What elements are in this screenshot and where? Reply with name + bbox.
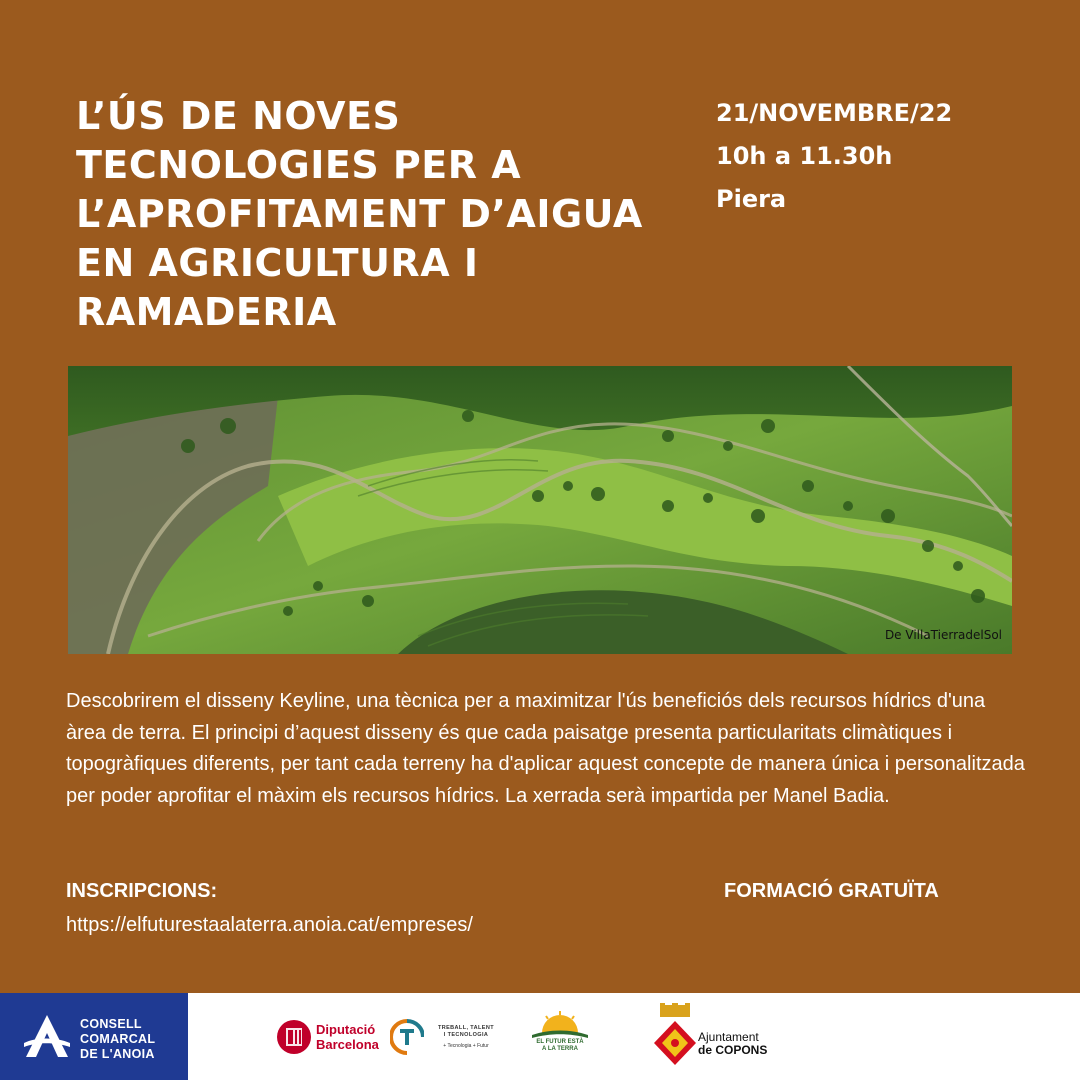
footer-logos bbox=[0, 993, 1080, 1080]
el-futur-esta-a-la-terra-logo bbox=[530, 1011, 590, 1052]
ttt-line: TREBALL, TALENT bbox=[437, 1025, 494, 1031]
title-line: L’APROFITAMENT D’AIGUA bbox=[76, 192, 643, 236]
copons-coat-of-arms-icon bbox=[652, 1003, 698, 1069]
ttt-emblem-icon bbox=[390, 1019, 424, 1055]
event-description: Descobrirem el disseny Keyline, una tècnica per a maximitzar l'ús beneficiós dels recursos hídrics d'una àrea de terra. El principi d’aquest disseny és que cada paisatge presenta particularitats climàtiques i topogràfiques diferents, per tant cada terreny ha d'aplicar aquest concepte de manera única i personalitzada per poder aprofitar el màxim els recursos hídrics. La xerrada serà impartida per Manel Badia. bbox=[66, 690, 1025, 807]
title-line: TECNOLOGIES PER A bbox=[76, 143, 522, 187]
consell-line: CONSELL bbox=[80, 1017, 142, 1031]
title-line: EN AGRICULTURA I bbox=[76, 241, 479, 285]
event-title bbox=[76, 92, 676, 337]
event-info bbox=[716, 92, 952, 221]
ttt-tagline: + Tecnologia + Futur bbox=[443, 1043, 489, 1049]
anoia-a-mark-icon bbox=[22, 1013, 72, 1059]
ajuntament-copons-logo bbox=[652, 1003, 768, 1074]
event-place: Piera bbox=[716, 185, 787, 213]
futur-line: A LA TERRA bbox=[542, 1046, 578, 1052]
consell-line: DE L'ANOIA bbox=[80, 1047, 155, 1061]
treball-talent-tecnologia-logo bbox=[390, 1019, 494, 1060]
diputacio-line: Diputació bbox=[316, 1022, 376, 1037]
aerial-landscape-illustration bbox=[68, 366, 1012, 654]
photo-credit: De VillaTierradelSol bbox=[884, 628, 1002, 642]
consell-comarcal-anoia-logo bbox=[0, 993, 188, 1080]
ajuntament-line: de COPONS bbox=[698, 1043, 768, 1057]
diputacio-seal-icon bbox=[276, 1019, 312, 1055]
diputacio-line: Barcelona bbox=[316, 1037, 379, 1052]
ajuntament-line: Ajuntament bbox=[698, 1030, 759, 1044]
sun-field-icon bbox=[530, 1011, 590, 1039]
title-line: RAMADERIA bbox=[76, 290, 337, 334]
consell-line: COMARCAL bbox=[80, 1032, 156, 1046]
inscriptions-link[interactable]: https://elfuturestaalaterra.anoia.cat/empreses/ bbox=[66, 914, 473, 936]
ttt-line: I TECNOLOGIA bbox=[443, 1032, 489, 1038]
free-training-label: FORMACIÓ GRATUÏTA bbox=[724, 880, 939, 902]
futur-line: EL FUTUR ESTÀ bbox=[536, 1039, 584, 1045]
title-line: L’ÚS DE NOVES bbox=[76, 94, 401, 138]
aerial-keyline-photo bbox=[68, 366, 1012, 654]
inscriptions-label: INSCRIPCIONS: bbox=[66, 880, 218, 902]
event-date: 21/NOVEMBRE/22 bbox=[716, 99, 953, 127]
event-time: 10h a 11.30h bbox=[716, 142, 893, 170]
